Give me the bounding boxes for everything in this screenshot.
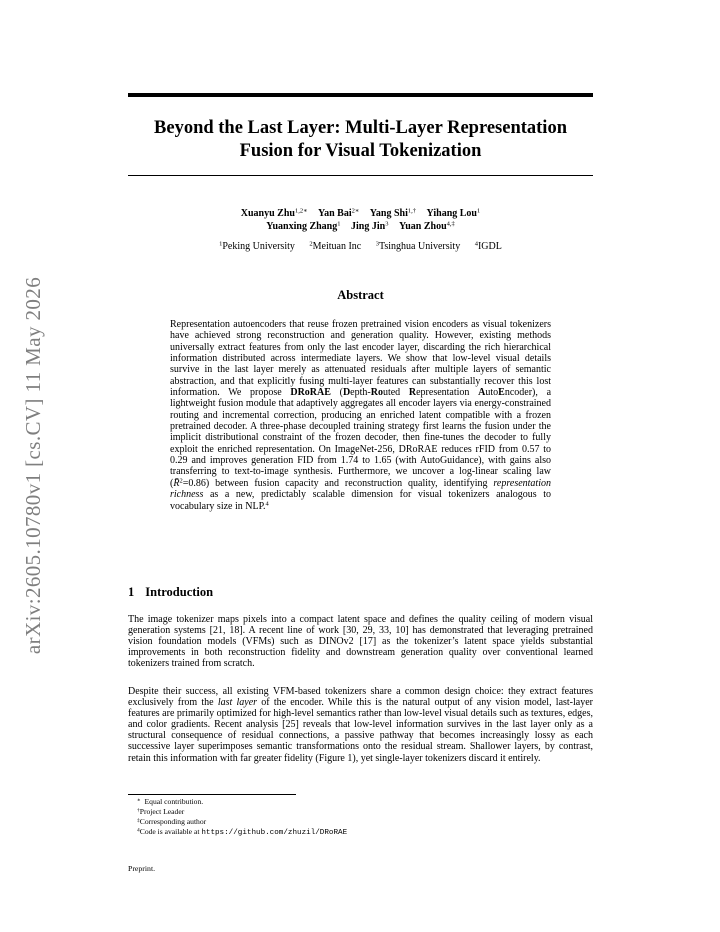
intro-paragraph-2: Despite their success, all existing VFM-based tokenizers share a common design choice: they extract features exclusively from the last layer of the encoder. While this is the natural output of any vision model, last-layer features are primarily optimized for high-level semantics rather than low-level visual details such as textures, edges, and color gradients. Recent analysis [25] reveals that low-level information survives in the last layer only as a structural consequence of residual connections, a passive pathway that becomes increasingly lossy as each successive layer superimposes semantic transformations onto the residual stream. Shallower layers, by contrast, retain this information with far greater fidelity (Figure 1), yet single-layer tokenizers discard it entirely. <box>128 686 594 764</box>
author-line-1 <box>128 207 593 220</box>
affiliation-line <box>128 241 593 253</box>
author: Yan Bai$^{2∗}$ <box>318 207 360 219</box>
footnote: ‡Corresponding author <box>137 817 207 826</box>
affiliation: $^1$Peking University <box>219 240 295 252</box>
footnote: †Project Leader <box>137 807 185 816</box>
footnote: ∗ Equal contribution. <box>137 797 204 806</box>
section-heading-introduction: 1 Introduction <box>128 585 214 599</box>
footnote: $^4$Code is available at https://github.com/zhuzil/DRoRAE <box>137 827 348 837</box>
arxiv-identifier-stamp <box>3 250 65 680</box>
affiliation: $^3$Tsinghua University <box>375 240 461 252</box>
title-top-rule <box>128 93 593 97</box>
emphasized-term: representation richness <box>170 477 551 501</box>
author-block <box>128 207 593 233</box>
author: Yuan Zhou$^{4,\ddagger}$ <box>398 220 455 232</box>
author: Yang Shi$^{1,\dagger}$ <box>369 207 416 219</box>
method-name: DRoRAE <box>290 387 331 399</box>
intro-paragraph-1: The image tokenizer maps pixels into a compact latent space and defines the quality ceiling of modern visual generation systems [21, 18]. A recent line of work [30, 29, 33, 10] has demonstrated that leveraging pretrained vision foundation models (VFMs) such as DINOv2 [17] as the tokenizer’s latent space yields substantial improvements in both reconstruction fidelity and downstream generation quality over conventional learned tokenizers trained from scratch. <box>128 614 593 670</box>
arxiv-identifier: arXiv:2605.10780v1 [cs.CV] 11 May 2026 <box>21 276 46 654</box>
abstract-body: Representation autoencoders that reuse frozen pretrained vision encoders as visual tokenizers have achieved strong reconstruction and generation quality. However, existing methods universally extract features from only the last encoder layer, discarding the rich hierarchical information distributed across intermediate layers. We show that low-level visual details survive in the last layer merely as attenuated residuals after multiple layers of semantic abstraction, and that explicitly fusing multi-layer features can substantially recover this lost information. We propose DRoRAE (Depth-Routed Representation AutoEncoder), a lightweight fusion module that adaptively aggregates all encoder layers via energy-constrained routing and incremental correction, producing an enriched latent compatible with a frozen pretrained decoder. A three-phase decoupled training strategy first learns the fusion under the implicit distributional constraint of the frozen decoder, then fine-tunes the decoder to fully exploit the enriched representation. On ImageNet-256, DRoRAE reduces rFID from 0.57 to 0.29 and improves generation FID from 1.74 to 1.65 (with AutoGuidance), with gains also transferring to text-to-image synthesis. Furthermore, we uncover a log-linear scaling law (R̄$^2$=0.86) between fusion capacity and reconstruction quality, identifying representation richness as a new, predictably scalable dimension for visual tokenizers analogous to vocabulary size in NLP.$^4$ <box>170 319 552 512</box>
footnotes <box>137 797 592 838</box>
title-bottom-rule <box>128 175 593 176</box>
author: Xuanyu Zhu$^{1,2∗}$ <box>240 207 308 219</box>
preprint-footer: Preprint. <box>128 864 156 873</box>
author: Yihang Lou$^1$ <box>426 207 481 219</box>
code-link[interactable]: https://github.com/zhuzil/DRoRAE <box>201 829 348 837</box>
author: Yuanxing Zhang$^1$ <box>266 220 341 232</box>
author-line-2 <box>128 220 593 233</box>
abstract-heading: Abstract <box>337 288 384 302</box>
affiliation: $^2$Meituan Inc <box>309 240 362 252</box>
footnote-rule <box>128 794 296 795</box>
footnote-marker: 4 <box>265 500 269 507</box>
paper-title: Beyond the Last Layer: Multi-Layer Representation Fusion for Visual Tokenization <box>154 118 567 161</box>
affiliation: $^4$IGDL <box>474 240 502 252</box>
author: Jing Jin$^3$ <box>351 220 389 232</box>
